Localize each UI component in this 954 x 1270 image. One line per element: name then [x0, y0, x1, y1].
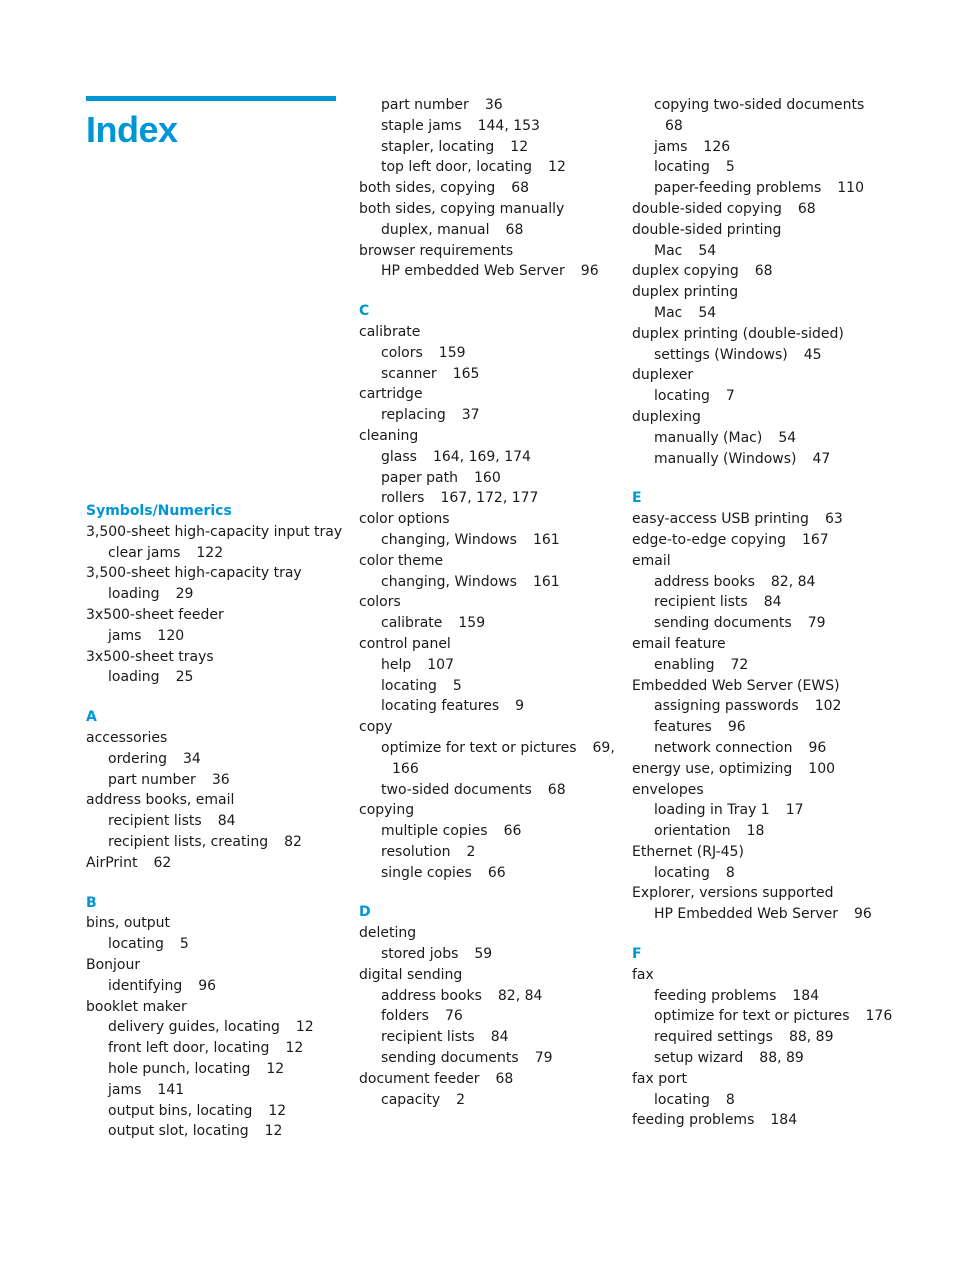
page-ref: 36	[484, 97, 503, 113]
index-entry: email feature	[632, 635, 726, 652]
index-subentry: features 96	[654, 719, 746, 736]
page-ref: 18	[746, 823, 765, 840]
index-entry: calibrate	[359, 323, 421, 340]
index-subentry: Mac 54	[654, 304, 717, 321]
index-column-1	[86, 501, 348, 1142]
index-subentry: assigning passwords 102	[654, 698, 842, 715]
index-subentry: manually (Mac) 54	[654, 429, 797, 446]
index-subentry: locating 5	[654, 159, 735, 176]
page-ref: 88, 89	[788, 1029, 834, 1046]
page-ref: 12	[548, 159, 566, 176]
index-subentry: resolution 2	[381, 843, 476, 860]
index-subentry: calibrate 159	[381, 615, 486, 632]
page-ref: 96	[854, 906, 872, 923]
page-ref: 5	[725, 159, 735, 176]
index-entry: both sides, copying manually	[359, 200, 565, 217]
section-header-e: E	[632, 490, 642, 507]
index-subentry: optimize for text or pictures 69, 166	[359, 738, 621, 780]
index-subentry: ordering 34	[108, 750, 201, 767]
page-ref: 54	[698, 242, 717, 259]
index-subentry: paper path 160	[381, 469, 501, 486]
page-ref: 68	[495, 1070, 514, 1087]
page-ref: 12	[268, 1102, 287, 1119]
section-header-f: F	[632, 946, 642, 963]
section-header-b: B	[86, 894, 97, 911]
index-subentry: loading in Tray 1 17	[654, 802, 804, 819]
page-ref: 62	[153, 854, 172, 871]
page-ref: 120	[157, 627, 185, 644]
page-ref: 8	[725, 864, 735, 881]
index-subentry: copying two-sided documents 68	[632, 95, 894, 137]
index-subentry: loading 29	[108, 586, 194, 603]
page-ref: 37	[461, 407, 480, 424]
page-ref: 54	[778, 429, 797, 446]
page-ref-continued: 166	[392, 760, 419, 777]
index-subentry: settings (Windows) 45	[654, 346, 822, 363]
section-header-d: D	[359, 904, 371, 921]
page-ref: 176	[865, 1008, 893, 1025]
page-ref: 9	[515, 698, 525, 715]
page-ref: 159	[438, 344, 466, 361]
index-entry: 3,500-sheet high-capacity tray	[86, 565, 302, 582]
page-ref: 29	[175, 586, 194, 603]
title-rule	[86, 96, 336, 101]
index-column-3	[632, 95, 894, 1131]
index-subentry: orientation 18	[654, 823, 765, 840]
page-ref: 184	[770, 1112, 798, 1129]
index-subentry: sending documents 79	[381, 1050, 553, 1067]
index-entry: both sides, copying 68	[359, 180, 530, 197]
index-subentry: folders 76	[381, 1008, 463, 1025]
index-subentry: address books 82, 84	[381, 987, 543, 1004]
index-entry: double-sided printing	[632, 221, 782, 238]
index-entry: address books, email	[86, 792, 235, 809]
page-ref: 66	[487, 864, 506, 881]
index-subentry: changing, Windows 161	[381, 531, 560, 548]
index-subentry: recipient lists 84	[381, 1029, 509, 1046]
index-entry: fax	[632, 966, 654, 983]
page-ref: 68	[505, 221, 524, 238]
index-entry: edge-to-edge copying 167	[632, 531, 829, 548]
index-subentry: stapler, locating 12	[381, 138, 529, 155]
index-subentry: feeding problems 184	[654, 987, 820, 1004]
page-ref: 82	[284, 833, 302, 850]
page-ref: 25	[175, 669, 194, 686]
index-subentry: address books 82, 84	[654, 573, 816, 590]
index-subentry: locating 5	[108, 936, 189, 953]
page-ref: 167, 172, 177	[440, 490, 539, 507]
index-entry: color theme	[359, 552, 444, 569]
page-ref: 12	[510, 138, 529, 155]
page-ref: 54	[698, 304, 717, 321]
index-subentry: recipient lists 84	[654, 594, 782, 611]
index-subentry: delivery guides, locating 12	[108, 1019, 314, 1036]
page-ref: 79	[534, 1050, 553, 1067]
page-ref: 84	[763, 594, 782, 611]
index-entry: AirPrint 62	[86, 854, 172, 871]
page-ref: 160	[474, 469, 501, 486]
index-subentry: staple jams 144, 153	[381, 117, 540, 134]
index-subentry: output slot, locating 12	[108, 1123, 283, 1140]
index-subentry: paper-feeding problems 110	[654, 180, 864, 197]
index-subentry: glass 164, 169, 174	[381, 448, 531, 465]
page-ref: 76	[444, 1008, 463, 1025]
page-ref: 63	[824, 511, 843, 528]
page-ref: 84	[217, 813, 236, 830]
index-entry: colors	[359, 594, 401, 611]
index-subentry: locating 7	[654, 388, 735, 405]
page-ref: 167	[801, 531, 829, 548]
index-subentry: locating 5	[381, 677, 462, 694]
index-entry: digital sending	[359, 966, 463, 983]
index-subentry: stored jobs 59	[381, 946, 493, 963]
index-entry: copy	[359, 719, 393, 736]
page-ref: 68	[511, 180, 530, 197]
page-ref-continued: 68	[665, 117, 683, 134]
index-subentry: capacity 2	[381, 1091, 466, 1108]
index-subentry: HP Embedded Web Server 96	[654, 906, 872, 923]
index-subentry: multiple copies 66	[381, 823, 522, 840]
index-subentry: Mac 54	[654, 242, 717, 259]
index-column-2	[359, 95, 621, 1110]
index-subentry: required settings 88, 89	[654, 1029, 834, 1046]
index-subentry: colors 159	[381, 344, 466, 361]
page-ref: 122	[196, 544, 224, 561]
page-ref: 96	[198, 977, 217, 994]
page-ref: 141	[157, 1081, 185, 1098]
index-subentry: replacing 37	[381, 407, 480, 424]
index-subentry: setup wizard 88, 89	[654, 1050, 804, 1067]
index-entry: cartridge	[359, 386, 423, 403]
index-entry: duplexer	[632, 367, 694, 384]
index-entry: 3,500-sheet high-capacity input tray	[86, 523, 343, 540]
page-ref: 2	[456, 1091, 466, 1108]
page-ref: 82, 84	[497, 987, 543, 1004]
page-ref: 164, 169, 174	[432, 448, 531, 465]
index-subentry: two-sided documents 68	[381, 781, 566, 798]
page-ref: 45	[803, 346, 822, 363]
page-ref: 161	[532, 573, 560, 590]
page-ref: 96	[580, 263, 599, 280]
page-ref: 100	[808, 760, 836, 777]
page-ref: 8	[725, 1091, 735, 1108]
index-subentry: clear jams 122	[108, 544, 224, 561]
page-ref: 36	[211, 771, 230, 788]
index-subentry: duplex, manual 68	[381, 221, 524, 238]
index-entry: Embedded Web Server (EWS)	[632, 677, 840, 694]
index-entry: feeding problems 184	[632, 1112, 798, 1129]
section-header-c: C	[359, 303, 370, 320]
index-subentry: HP embedded Web Server 96	[381, 263, 599, 280]
page-ref: 12	[264, 1123, 283, 1140]
page-ref: 59	[474, 946, 493, 963]
index-entry: double-sided copying 68	[632, 200, 816, 217]
index-subentry: optimize for text or pictures 176	[654, 1008, 893, 1025]
page-ref: 34	[182, 750, 201, 767]
index-subentry: sending documents 79	[654, 615, 826, 632]
index-subentry: loading 25	[108, 669, 194, 686]
index-entry: email	[632, 552, 671, 569]
index-subentry: identifying 96	[108, 977, 217, 994]
page-ref: 17	[785, 802, 804, 819]
index-entry: browser requirements	[359, 242, 514, 259]
index-entry: easy-access USB printing 63	[632, 511, 843, 528]
page-ref: 72	[730, 656, 749, 673]
index-entry: cleaning	[359, 427, 419, 444]
index-subentry: locating features 9	[381, 698, 525, 715]
page-ref: 88, 89	[759, 1050, 804, 1067]
page-ref: 110	[837, 180, 864, 197]
index-subentry: manually (Windows) 47	[654, 450, 831, 467]
page-ref: 2	[466, 843, 476, 860]
index-subentry: rollers 167, 172, 177	[381, 490, 539, 507]
page-ref: 68	[797, 200, 816, 217]
index-subentry: hole punch, locating 12	[108, 1060, 285, 1077]
page-ref: 69,	[592, 739, 615, 756]
index-subentry: jams 141	[108, 1081, 185, 1098]
index-subentry: part number 36	[108, 771, 230, 788]
page-ref: 68	[754, 263, 773, 280]
page-ref: 161	[532, 531, 560, 548]
index-entry: energy use, optimizing 100	[632, 760, 836, 777]
page-ref: 184	[792, 987, 820, 1004]
index-subentry: recipient lists 84	[108, 813, 236, 830]
index-subentry: front left door, locating 12	[108, 1040, 304, 1057]
index-entry: copying	[359, 802, 415, 819]
page-ref: 82, 84	[770, 573, 816, 590]
page-ref: 107	[427, 656, 454, 673]
page-ref: 68	[547, 781, 566, 798]
page-ref: 96	[808, 739, 827, 756]
page-ref: 126	[703, 138, 731, 155]
index-subentry: output bins, locating 12	[108, 1102, 287, 1119]
index-entry: deleting	[359, 925, 417, 942]
page-ref: 12	[266, 1060, 285, 1077]
page-ref: 7	[725, 388, 735, 405]
section-header-a: A	[86, 709, 97, 726]
index-subentry: locating 8	[654, 1091, 735, 1108]
index-entry: 3x500-sheet trays	[86, 648, 214, 665]
page-ref: 144, 153	[477, 117, 540, 134]
index-entry: duplex copying 68	[632, 263, 773, 280]
index-entry: accessories	[86, 729, 168, 746]
index-entry: Ethernet (RJ-45)	[632, 843, 744, 860]
index-entry: booklet maker	[86, 998, 187, 1015]
index-entry: document feeder 68	[359, 1070, 514, 1087]
page-title: Index	[86, 109, 178, 150]
index-entry: duplex printing (double-sided)	[632, 325, 844, 342]
index-subentry: help 107	[381, 656, 454, 673]
index-entry: duplex printing	[632, 284, 739, 301]
page-ref: 102	[814, 698, 842, 715]
page-ref: 66	[503, 823, 522, 840]
index-subentry: scanner 165	[381, 365, 480, 382]
index-subentry: part number 36	[381, 97, 503, 113]
index-entry: color options	[359, 511, 450, 528]
index-entry: control panel	[359, 635, 451, 652]
page-ref: 12	[295, 1019, 314, 1036]
index-entry: Bonjour	[86, 956, 141, 973]
index-entry: fax port	[632, 1070, 687, 1087]
index-subentry: recipient lists, creating 82	[108, 833, 302, 850]
page-ref: 12	[285, 1040, 304, 1057]
index-entry: envelopes	[632, 781, 704, 798]
page-ref: 47	[812, 450, 831, 467]
index-subentry: network connection 96	[654, 739, 827, 756]
index-subentry: single copies 66	[381, 864, 506, 881]
page-ref: 84	[490, 1029, 509, 1046]
index-subentry: changing, Windows 161	[381, 573, 560, 590]
page-ref: 165	[452, 365, 480, 382]
index-subentry: jams 126	[654, 138, 731, 155]
index-entry: 3x500-sheet feeder	[86, 606, 224, 623]
section-header-symbols: Symbols/Numerics	[86, 503, 232, 519]
page-ref: 5	[452, 677, 462, 694]
index-entry: Explorer, versions supported	[632, 885, 834, 902]
index-entry: duplexing	[632, 408, 701, 425]
index-subentry: enabling 72	[654, 656, 749, 673]
index-subentry: locating 8	[654, 864, 735, 881]
index-entry: bins, output	[86, 915, 171, 932]
index-subentry: jams 120	[108, 627, 185, 644]
page-ref: 159	[458, 615, 486, 632]
page-ref: 5	[179, 936, 189, 953]
index-subentry: top left door, locating 12	[381, 159, 566, 176]
page-ref: 96	[727, 719, 746, 736]
page-ref: 79	[807, 615, 826, 632]
